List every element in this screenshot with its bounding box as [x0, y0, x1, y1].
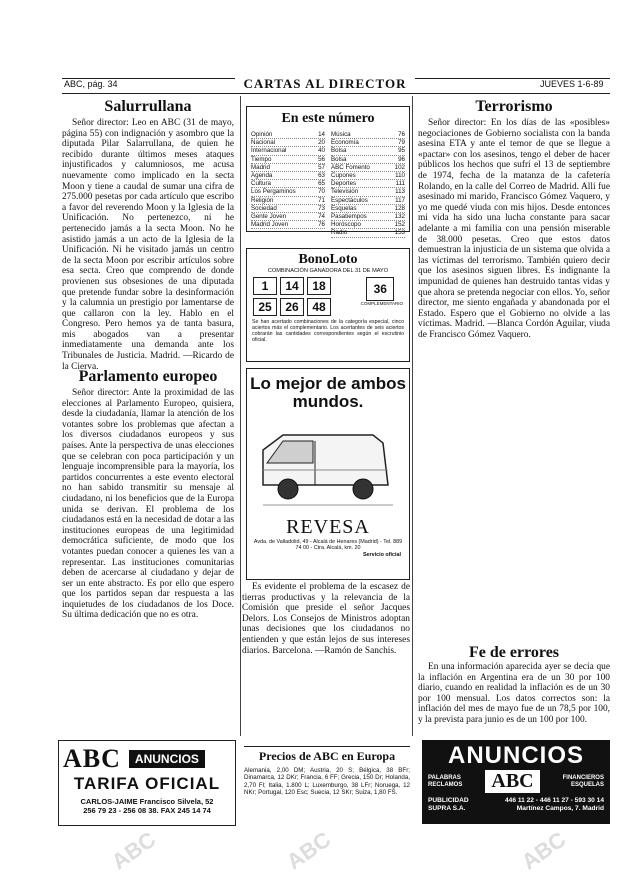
index-item-page: 76 — [318, 221, 325, 229]
page-number: ABC, pág. 34 — [64, 79, 118, 89]
index-item-label: Economía — [331, 139, 359, 147]
index-item-label: Internacional — [251, 147, 287, 155]
index-item-page: 79 — [398, 139, 405, 147]
index-item-page: 40 — [318, 147, 325, 155]
ad-anuncios-left-bottom: RECLAMOS — [428, 781, 463, 788]
index-item — [331, 205, 405, 213]
index-item — [331, 131, 405, 139]
index-item-page: 73 — [318, 204, 325, 212]
index-item-label: Música — [331, 131, 351, 138]
index-item — [331, 156, 405, 164]
index-box — [246, 106, 410, 237]
bonoloto-number: 1 — [253, 277, 277, 295]
watermark: ABC — [106, 826, 161, 875]
index-item-page: 56 — [318, 155, 325, 163]
letter-title-terrorismo: Terrorismo — [475, 98, 553, 115]
index-item — [331, 172, 405, 180]
van-illustration — [253, 415, 403, 520]
bonoloto-box — [246, 248, 410, 362]
index-item — [251, 197, 325, 205]
index-item — [251, 172, 325, 180]
ad-revesa-address: Avda. de Valladolid, 49 - Alcalá de Henares (Madrid) - Tel. 889 74 00 - Ctra. Alcalá, km. 20 — [253, 539, 403, 552]
ad-contact: CARLOS-JAIME Francisco Silvela, 52 — [80, 797, 214, 806]
index-item — [251, 147, 325, 155]
ad-anuncios — [422, 740, 610, 824]
index-item-label: Opinión — [251, 131, 273, 138]
index-item-page: 65 — [318, 180, 325, 188]
bonoloto-number: 14 — [280, 277, 304, 295]
index-item-label: Cultura — [251, 180, 271, 188]
bonoloto-complementario-label: COMPLEMENTARIO — [360, 301, 403, 306]
prices-title: Precios de ABC en Europa — [258, 749, 396, 763]
ad-anuncios-right-bottom: ESQUELAS — [570, 781, 604, 788]
ad-anuncios-left-top: PALABRAS — [428, 774, 461, 781]
index-item-label: Religión — [251, 196, 274, 204]
bonoloto-logo: BonoLoto — [298, 252, 358, 267]
index-item — [251, 139, 325, 147]
letter-body-fe-de-errores: En una información aparecida ayer se decía que la inflación en Argentina era de un 30 por 100 diario, cuando en realidad la inflación es de un 30 por 100 mensual. Los datos correctos son: la inflación del mes de mayo fue de un 78,5 por 100, y la prevista para junio es de un 100 por 100. — [418, 662, 610, 725]
index-item-label: Sociedad — [251, 204, 277, 212]
index-item-label: Pasatiempos — [331, 213, 367, 221]
watermark: ABC — [516, 826, 571, 875]
index-item-label: Deportes — [331, 180, 357, 188]
index-item-page: 95 — [398, 147, 405, 155]
column-rule — [240, 96, 241, 736]
ad-phones: 256 79 23 - 256 08 38. FAX 245 14 74 — [83, 806, 211, 815]
index-item — [331, 180, 405, 188]
index-list-left — [251, 131, 325, 238]
section-title: CARTAS AL DIRECTOR — [235, 76, 415, 92]
index-title: En este número — [281, 111, 375, 126]
index-item — [251, 205, 325, 213]
index-item-label: Bolsa — [331, 155, 347, 163]
index-item-page: 152 — [394, 221, 405, 229]
index-item — [331, 164, 405, 172]
index-item — [331, 229, 405, 237]
index-item-page: 70 — [318, 188, 325, 196]
index-item-page: 14 — [318, 131, 325, 138]
index-item-label: Bolsa — [331, 147, 347, 155]
index-item-page: 153 — [394, 229, 405, 237]
index-item-page: 63 — [318, 172, 325, 180]
index-item — [331, 221, 405, 229]
index-item-page: 117 — [395, 196, 405, 204]
letter-continuation: Es evidente el problema de la escasez de tierras productivas y la relevancia de la Comisión que preside el señor Jacques Delors. Los Consejos de Ministros adoptan unas decisiones que los ciudadanos no entienden y que están lejos de sus intereses diarios. Barcelona. —Ramón de Sanchis. — [242, 582, 410, 656]
ad-anuncios-right-top: FINANCIEROS — [562, 774, 604, 781]
index-item-page: 57 — [318, 163, 325, 171]
index-item — [251, 164, 325, 172]
index-item-label: Madrid Joven — [251, 221, 289, 229]
bonoloto-subtitle: COMBINACIÓN GANADORA DEL 31 DE MAYO — [267, 268, 389, 274]
index-item-label: Nacional — [251, 139, 276, 147]
index-item — [251, 180, 325, 188]
abc-logo: ABC — [485, 770, 539, 793]
index-item-label: Tiempo — [251, 155, 272, 163]
ad-anuncios-company2: SUPRA S.A. — [428, 805, 466, 812]
letter-body-parlamento: Señor director: Ante la proximidad de las elecciones al Parlamento Europeo, quisiera, desde la ciudadanía, llamar la atención de los votantes sobre los problemas que afectan a los diversos ciudadanos europeos y sus países. Ante la perspectiva de unas elecciones que se celebran con poca participación y un lenguaje incomprensible para la mayoría, los partidos concurrentes a este evento electoral no han sabido transmitir su mensaje al ciudadano, ni los beneficios que de la Europa unida se derivan. El problema de los ciudadanos está en la necesidad de dotar a las instituciones europeas de una legitimidad democrática suficiente, de modo que los votantes puedan conocer a quienes les van a representar. Las instituciones comunitarias deben de acercarse al ciudadano y dejar de ser un ente abstracto. Es por ello que espero que los partidos sepan dar respuesta a las inquietudes de los ciudadanos de los Doce. Su última dedicación que no es otra. — [62, 388, 234, 621]
index-item-page: 76 — [398, 131, 405, 138]
letter-title-parlamento: Parlamento europeo — [78, 368, 218, 385]
bonoloto-number: 26 — [280, 298, 304, 316]
letter-body-salurrullana: Señor director: Leo en ABC (31 de mayo, página 55) con indignación y asombro que la diputada Pilar Salarrullana, de quien he recibido durante últimos meses ataques injustificados y calumniosos, me acusa nuevamente como implicado en la secta Moon y tiene a caudal de sumar una cifra de 275.000 pesetas por cada artículo que escribo a favor del reverendo Moon y la Iglesia de la Unificación. No pertenezco, ni he pertenecido jamás a la secta Moon. No he asistido jamás a un acto de la Iglesia de la Unificación. Ni he visitado jamás un centro de la secta Moon por escribir artículos sobre esa secta. Creo que comprendo de donde provienen sus obsesiones de una diputada que pretende fundar sobre la desinformación y la calumnia un prestigio por lamentarse de que callaron con la ley. Hablo en el Congreso. Pero hemos ya de tanta basura, mis abogados van a presentar inmediatamente una demanda ante los Tribunales de Justicia. Madrid. —Ricardo de la Cierva. — [62, 118, 234, 372]
index-item — [251, 221, 325, 229]
bonoloto-number: 18 — [307, 277, 331, 295]
prices-box — [244, 746, 410, 797]
index-item-page: 113 — [395, 188, 405, 196]
index-item-label: Gente Joven — [251, 213, 287, 221]
index-item — [251, 213, 325, 221]
date: JUEVES 1-6-89 — [540, 79, 604, 89]
ad-revesa — [246, 368, 410, 580]
index-item-page: 128 — [394, 204, 405, 212]
index-item — [251, 131, 325, 139]
index-item — [331, 139, 405, 147]
bonoloto-number: 25 — [253, 298, 277, 316]
prices-text: Alemania, 2,00 DM; Austria, 20 S; Bélgica, 38 BFr; Dinamarca, 12 DKr; Francia, 6 FF; Grecia, 150 Dr; Holanda, 2,70 Fl; Italia, 1.800 L; Luxemburgo, 38 LFr; Noruega, 12 NKr; Portugal, 120 Esc; Suecia, 12 SKr; Suiza, 1,80 FS. — [244, 767, 410, 797]
bonoloto-note: Se han acertado combinaciones de la categoría especial, cinco aciertos más el complementario. Los acertantes de seis aciertos cobrarán las cantidades correspondientes según el escrutinio oficial. — [252, 319, 404, 343]
index-item — [251, 188, 325, 196]
index-item-label: Agenda — [251, 172, 273, 180]
index-item-label: Los Pergaminos — [251, 188, 296, 196]
abc-logo: ABC — [63, 744, 121, 773]
ad-tarifa-oficial — [58, 740, 236, 826]
index-item-page: 20 — [318, 139, 325, 147]
index-item-page: 111 — [395, 180, 405, 188]
ad-anuncios-company: PUBLICIDAD — [428, 797, 469, 804]
index-item-label: Espectáculos — [331, 196, 368, 204]
index-list-right — [331, 131, 405, 238]
bonoloto-number: 48 — [307, 298, 331, 316]
index-item — [331, 188, 405, 196]
ad-anuncios-address: Martínez Campos, 7. Madrid — [516, 805, 604, 812]
letter-body-terrorismo: Señor director: En los días de las «posibles» negociaciones de Gobierno socialista con la banda asesina ETA y ante el temor de que se llegue a «pactar» con los asesinos, tengo el deber de hacer públicos los hechos que sufrí el 13 de septiembre de 1974, fecha de la matanza de la cafetería Rolando, en la calle del Correo de Madrid. Allí fue asesinado mi marido, Francisco Gómez Vaquero, y yo me quedé viuda con mis hijos. Desde entonces mi vida ha sido una lucha constante para sacar adelante a mi familia con una pensión miserable de 38.000 pesetas. Creo que estos datos demuestran la injusticia de un sistema que olvida a las víctimas del terrorismo. También quiero decir que los asesinos siguen libres. Es indignante la impunidad de quienes han destruido tantas vidas y que ahora se pretenda negociar con ellos. Yo, señor director, me siento engañada y abandonada por el Estado. Espero que el Gobierno no olvide a las víctimas. Madrid. —Blanca Cordón Aguilar, viuda de Francisco Gómez Vaquero. — [418, 118, 610, 340]
index-item — [251, 156, 325, 164]
ad-revesa-brand: REVESA — [286, 516, 370, 538]
index-item-page: 96 — [398, 155, 405, 163]
ad-revesa-headline: Lo mejor de ambos mundos. — [250, 374, 406, 411]
ad-anuncios-title: ANUNCIOS — [447, 742, 584, 769]
bonoloto-complementario: 36 — [366, 277, 394, 301]
index-item-label: Horóscopo — [331, 221, 361, 229]
letter-title-fe-de-errores: Fe de errores — [468, 644, 560, 661]
index-item — [331, 147, 405, 155]
ad-tag: ANUNCIOS — [129, 750, 205, 768]
index-item-label: ABC Fomento — [331, 163, 370, 171]
index-item-page: 74 — [318, 213, 325, 221]
watermark: ABC — [281, 826, 336, 875]
ad-anuncios-phones: 446 11 22 - 446 11 27 - 593 30 14 — [505, 797, 604, 804]
index-item-label: Televisión — [331, 188, 359, 196]
index-item-label: Radio — [331, 229, 348, 237]
ad-title: TARIFA OFICIAL — [73, 774, 221, 793]
index-item-page: 132 — [394, 213, 405, 221]
index-item-label: Esquelas — [331, 204, 357, 212]
index-item — [331, 213, 405, 221]
index-item-page: 71 — [318, 196, 325, 204]
ad-revesa-footer: Servicio oficial — [362, 551, 401, 558]
letter-title-salurrullana: Salurrullana — [104, 98, 192, 115]
index-item-label: Cupones — [331, 172, 356, 180]
column-rule — [412, 96, 413, 736]
index-item-page: 110 — [395, 172, 405, 180]
index-item-page: 102 — [394, 163, 405, 171]
index-item-label: Madrid — [251, 163, 270, 171]
index-item — [331, 197, 405, 205]
